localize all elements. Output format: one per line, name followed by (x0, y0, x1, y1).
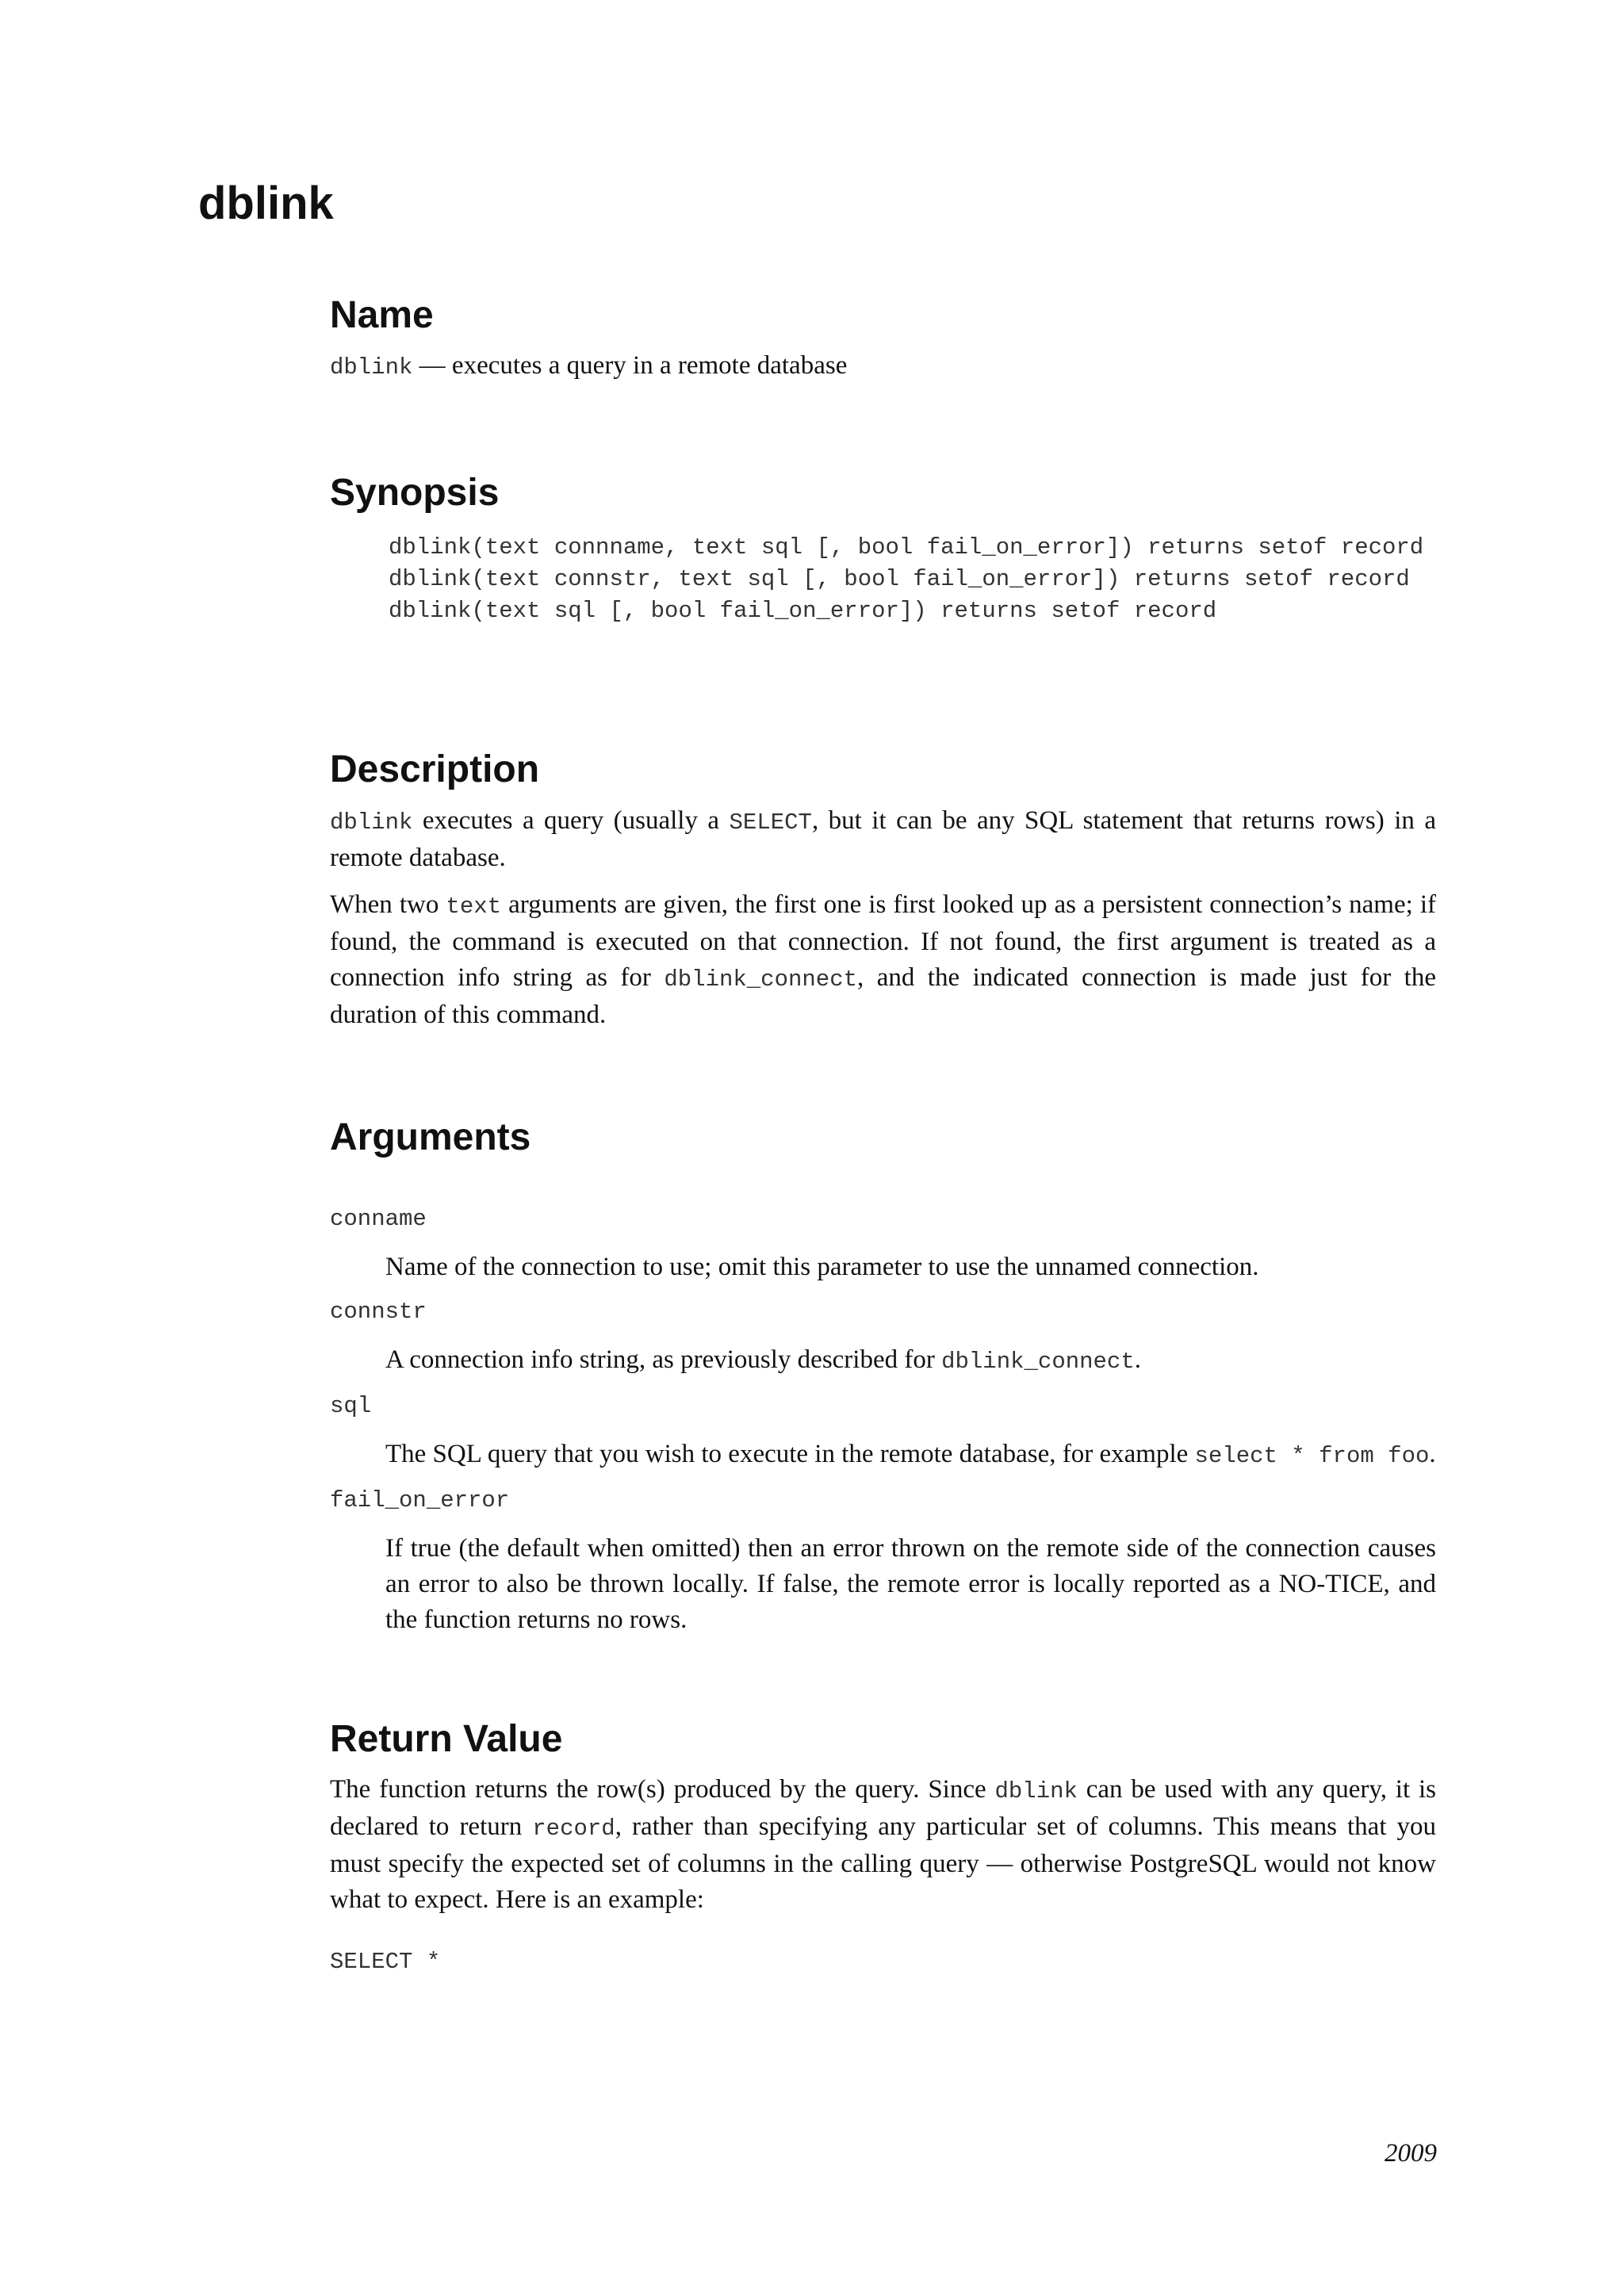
inline-code: dblink_connect (941, 1348, 1135, 1375)
synopsis-code (389, 532, 1436, 627)
name-heading: Name (330, 294, 434, 336)
paragraph-text: If true (the default when omitted) then an error thrown on the remote side of the connection causes an error to also be thrown locally. If false, the remote error is locally reported as a NO-TICE, and the function returns no rows. (385, 1533, 1436, 1634)
description-section (330, 748, 1436, 1032)
name-section (330, 293, 1436, 385)
paragraph-text: . (1429, 1439, 1436, 1468)
synopsis-line: dblink(text sql [, bool fail_on_error]) returns setof record (389, 598, 1217, 625)
paragraph-text: can be used with any query, it is declared to return (330, 1774, 1436, 1841)
paragraph-text: , and the indicated connection is made just for the duration of this command. (330, 962, 1436, 1029)
return-value-section (330, 1717, 1436, 1978)
synopsis-section (330, 471, 1436, 627)
argument-description (385, 1437, 1436, 1474)
synopsis-heading: Synopsis (330, 472, 500, 515)
description-paragraph (330, 887, 1436, 1033)
example-code: SELECT * (330, 1948, 441, 1975)
summary-text: — executes a query in a remote database (412, 351, 848, 381)
name-summary (330, 348, 1436, 385)
paragraph-text: , but it can be any SQL statement that returns rows) in a remote database. (330, 806, 1436, 872)
paragraph-text: A connection info string, as previously described for (385, 1345, 942, 1374)
argument-description (385, 1249, 1436, 1285)
reference-entry (330, 293, 1436, 1978)
paragraph-text: The function returns the row(s) produced by the query. Since (330, 1774, 995, 1804)
inline-code: dblink (330, 809, 413, 836)
paragraph-text: The SQL query that you wish to execute in the remote database, for example (385, 1439, 1195, 1468)
description-heading: Description (330, 748, 540, 791)
argument-description (385, 1531, 1436, 1638)
return-value-paragraph (330, 1772, 1436, 1918)
return-value-heading: Return Value (330, 1717, 563, 1760)
inline-code: SELECT (729, 809, 812, 836)
argument-description (385, 1342, 1436, 1380)
paragraph-text: . (1134, 1345, 1141, 1374)
description-paragraph (330, 803, 1436, 876)
paragraph-text: arguments are given, the first one is first looked up as a persistent connection’s name; if found, the command is executed on that connection. If not found, the first argument is treated as a connection info string as for (330, 890, 1436, 992)
function-name: dblink (330, 354, 413, 381)
paragraph-text: , rather than specifying any particular set of columns. This means that you must specify the expected set of columns in the calling query — otherwise PostgreSQL would not know what to expect. Here is an example: (330, 1812, 1436, 1914)
argument-term: sql (330, 1392, 372, 1419)
inline-code: record (532, 1815, 615, 1842)
synopsis-line: dblink(text connstr, text sql [, bool fail_on_error]) returns setof record (389, 566, 1410, 593)
arguments-heading: Arguments (330, 1115, 531, 1158)
argument-list (330, 1203, 1436, 1638)
page-title: dblink (198, 178, 334, 229)
paragraph-text: executes a query (usually a (412, 806, 730, 835)
synopsis-line: dblink(text connname, text sql [, bool fail_on_error]) returns setof record (389, 534, 1424, 561)
inline-code: dblink (994, 1777, 1078, 1804)
argument-term: conname (330, 1205, 427, 1232)
paragraph-text: When two (330, 890, 446, 919)
inline-code: select * from foo (1194, 1442, 1430, 1469)
argument-term: fail_on_error (330, 1487, 510, 1513)
arguments-section (330, 1115, 1436, 1638)
inline-code: dblink_connect (664, 966, 857, 993)
inline-code: text (446, 893, 502, 920)
page-number: 2009 (1385, 2139, 1437, 2168)
paragraph-text: Name of the connection to use; omit this parameter to use the unnamed connection. (385, 1252, 1259, 1281)
argument-term: connstr (330, 1298, 427, 1325)
